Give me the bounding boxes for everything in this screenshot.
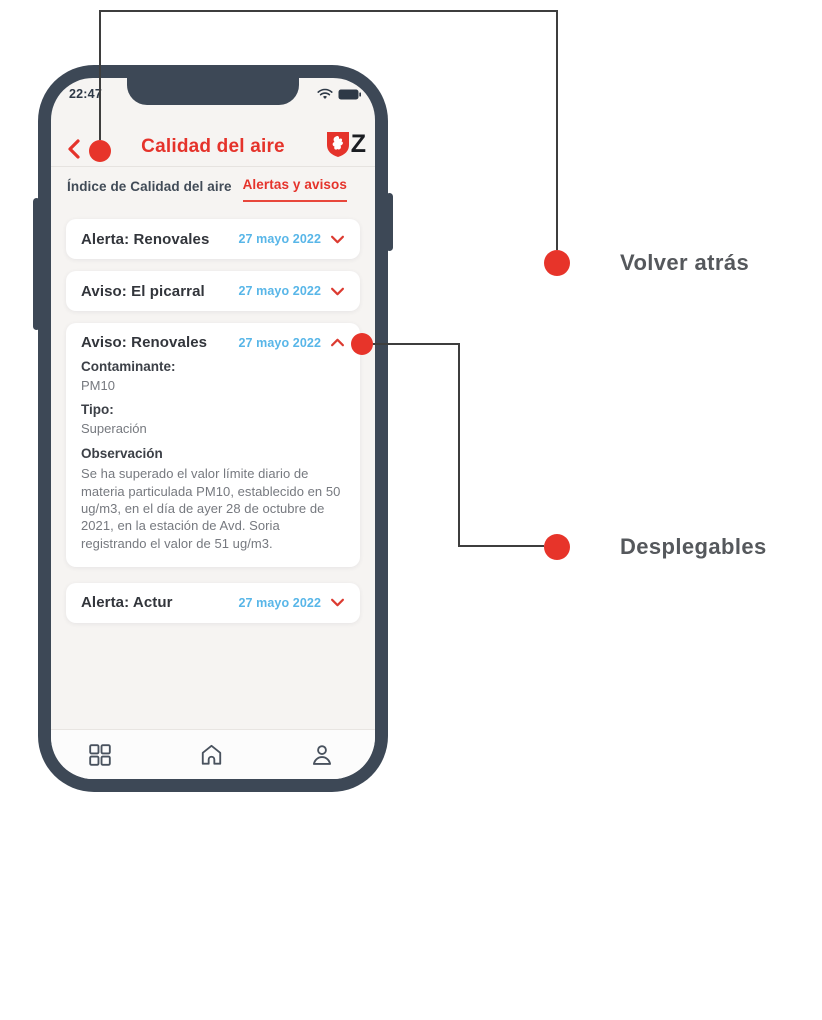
wifi-icon — [317, 88, 333, 100]
type-label: Tipo: — [81, 402, 114, 418]
annotation-label-volver-atras: Volver atrás — [620, 250, 750, 275]
type-value: Superación — [81, 420, 147, 436]
app-header — [51, 130, 375, 168]
chevron-down-icon[interactable] — [330, 287, 345, 296]
alert-card-renovales[interactable] — [66, 219, 360, 259]
annotation-label-desplegables: Desplegables — [620, 534, 767, 559]
expanded-card-header[interactable] — [81, 334, 345, 351]
observation-text: Se ha superado el valor límite diario de materia particulada PM10, establecido en 50 ug/m3, en el día de ayer 28 de octubre de 2021, en la estación de Avd. Soria registrando el valor de 51 ug/m3. — [81, 466, 341, 551]
annotation-dot-expanders-label — [544, 534, 570, 560]
card-meta — [238, 336, 345, 350]
aviso-card-picarral[interactable] — [66, 271, 360, 311]
chevron-up-icon[interactable] — [330, 338, 345, 347]
header-divider — [51, 166, 375, 167]
zaragoza-logo — [326, 131, 365, 158]
status-time: 22:47 — [69, 87, 102, 101]
phone-screen — [51, 78, 375, 779]
battery-icon — [338, 89, 361, 100]
card-title: Alerta: Renovales — [81, 230, 210, 248]
contaminant-label: Contaminante: — [81, 359, 176, 374]
status-icons — [317, 88, 361, 100]
annotation-line-expanders — [373, 344, 544, 546]
card-date: 27 mayo 2022 — [238, 284, 321, 298]
chevron-down-icon[interactable] — [330, 598, 345, 607]
page-title: Calidad del aire — [141, 136, 285, 157]
phone-frame — [38, 65, 388, 792]
card-title: Aviso: Renovales — [81, 334, 208, 351]
card-meta — [238, 596, 345, 610]
status-bar — [51, 85, 375, 103]
card-title: Aviso: El picarral — [81, 282, 205, 300]
nav-apps-button[interactable] — [87, 742, 113, 768]
tab-bar — [67, 177, 347, 202]
card-date: 27 mayo 2022 — [238, 595, 321, 610]
chevron-down-icon[interactable] — [330, 235, 345, 244]
card-meta — [238, 284, 345, 298]
apps-grid-icon — [88, 743, 112, 767]
aviso-card-renovales-expanded — [66, 323, 360, 567]
power-button — [386, 193, 393, 251]
contaminant-value: PM10 — [81, 377, 115, 393]
alert-card-actur[interactable] — [66, 583, 360, 623]
card-date: 27 mayo 2022 — [238, 232, 321, 246]
annotation-dot-back-label — [544, 250, 570, 276]
observation-label: Observación — [81, 445, 163, 461]
volume-button — [33, 198, 40, 330]
nav-home-button[interactable] — [198, 742, 224, 768]
alerts-list — [66, 219, 360, 623]
profile-icon — [310, 743, 334, 767]
bottom-nav-bar — [51, 729, 375, 779]
card-date: 27 mayo 2022 — [238, 335, 321, 350]
home-icon — [199, 743, 224, 767]
logo-letter: Z — [350, 130, 365, 158]
card-title: Alerta: Actur — [81, 594, 173, 612]
tab-alertas-avisos[interactable]: Alertas y avisos — [243, 177, 347, 202]
tab-indice-calidad[interactable]: Índice de Calidad del aire — [67, 179, 232, 194]
zaragoza-shield-icon — [326, 131, 350, 158]
nav-profile-button[interactable] — [309, 742, 335, 768]
card-meta — [238, 232, 345, 246]
